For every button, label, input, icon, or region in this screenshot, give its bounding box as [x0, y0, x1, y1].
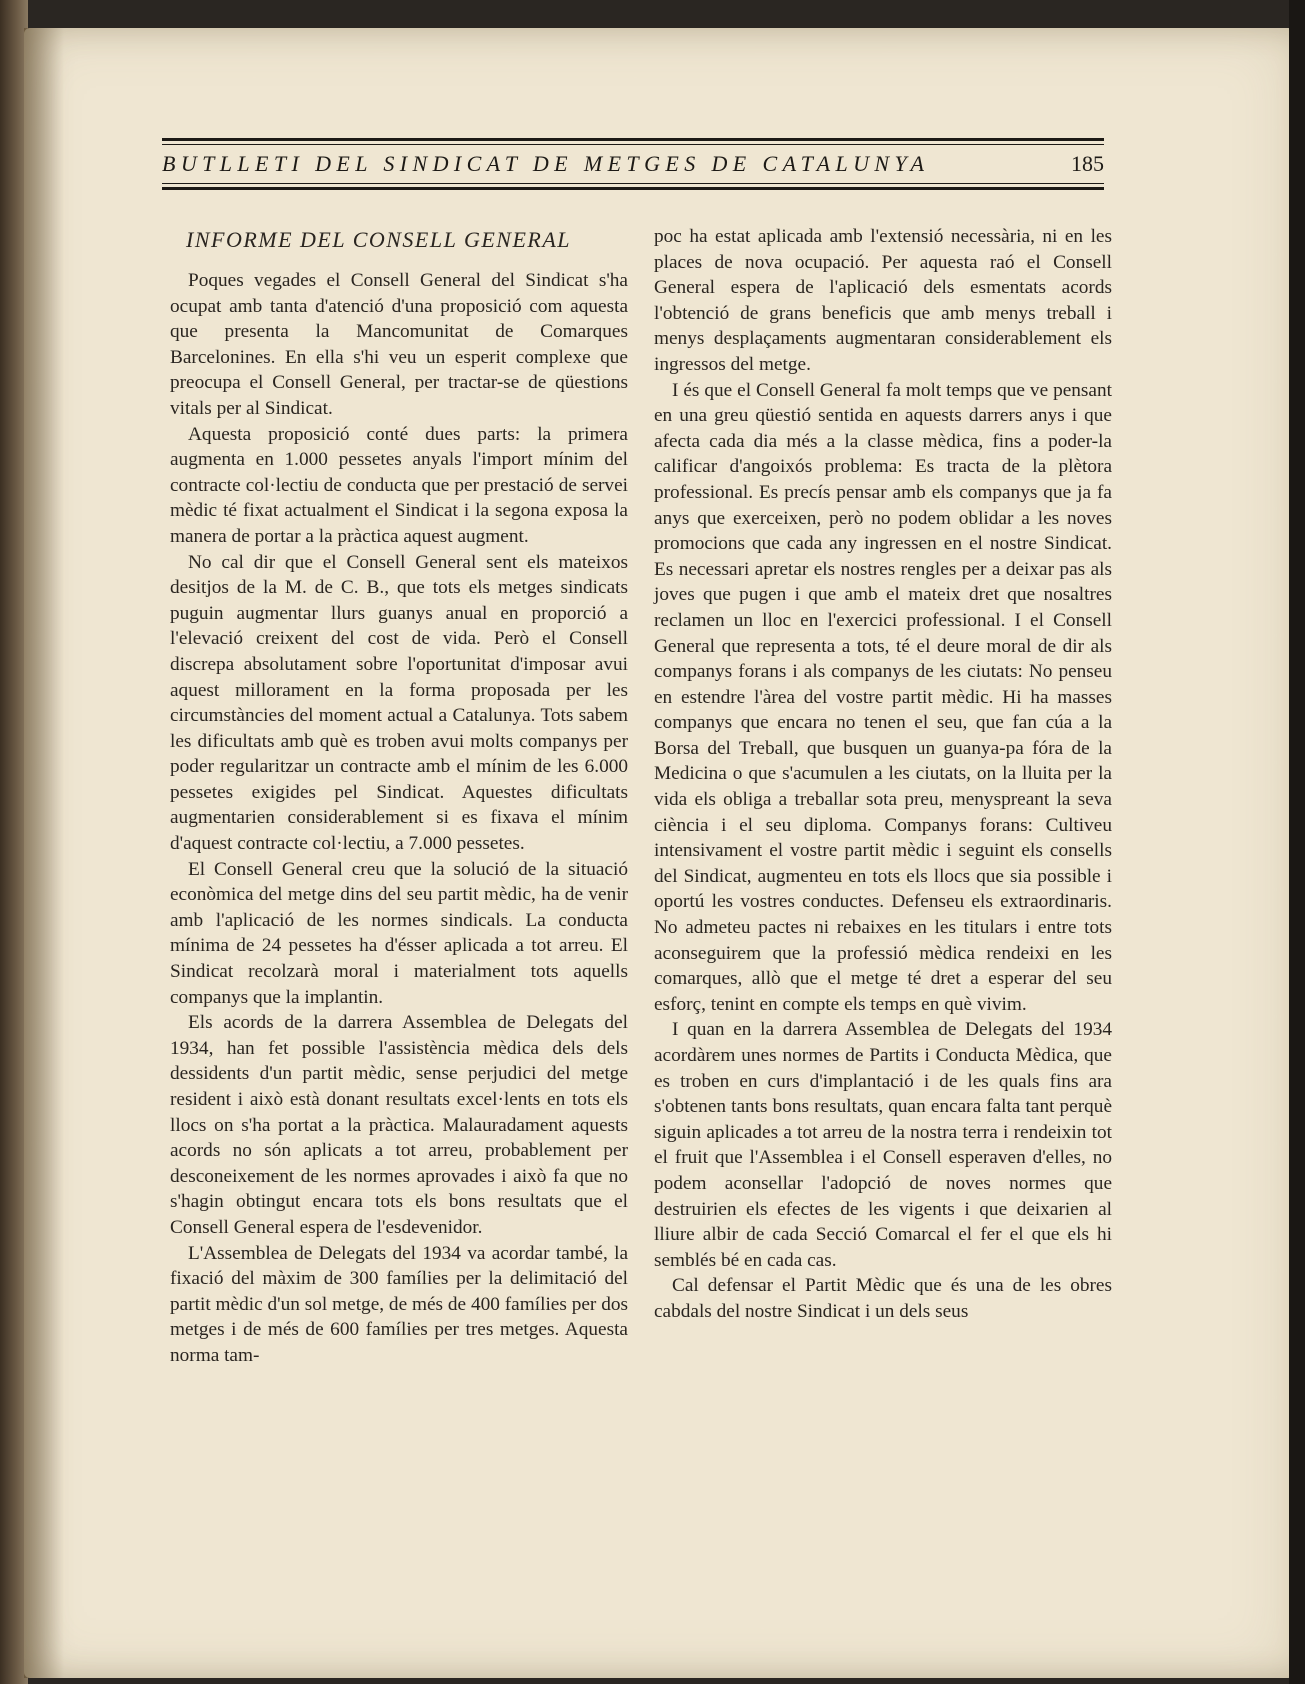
paragraph: Cal defensar el Partit Mèdic que és una de les obres cabdals del nostre Sindicat i un dels seus [654, 1275, 1112, 1322]
paragraph: I quan en la darrera Assemblea de Delegats del 1934 acordàrem unes normes de Partits i Conducta Mèdica, que es troben en curs d'implantació i de les quals fins ara s'obtenen tants bons resultats, quan encara falta tant perquè siguin aplicades a tot arreu de la nostra terra i rendeixin tot el fruit que l'Assemblea i el Consell esperaven d'elles, no podem aconsellar l'adopció de noves normes que destruirien els efectes de les vigents i que deixarien al lliure albir de cada Secció Comarcal el fer el que els hi semblés bé en cada cas. [654, 1019, 1112, 1271]
paragraph: Aquesta proposició conté dues parts: la primera augmenta en 1.000 pessetes anyals l'import mínim del contracte col·lectiu de conducta que per prestació de servei mèdic té fixat actualment el Sindicat i la segona exposa la manera de portar a la pràctica aquest augment. [170, 423, 628, 547]
left-column [170, 224, 628, 1369]
paragraph: No cal dir que el Consell General sent els mateixos desitjos de la M. de C. B., que tots els metges sindicats puguin augmentar llurs guanys anual en proporció a l'elevació creixent del cost de vida. Però el Consell discrepa absolutament sobre l'oportunitat d'imposar avui aquest millorament en la forma proposada per les circumstàncies del moment actual a Catalunya. Tots sabem les dificultats amb què es troben avui molts companys per poder regularitzar un contracte amb el mínim de les 6.000 pessetes exigides pel Sindicat. Aquestes dificultats augmentarien considerablement si es fixava el mínim d'aquest contracte col·lectiu, a 7.000 pessetes. [170, 551, 628, 855]
paragraph: L'Assemblea de Delegats del 1934 va acordar també, la fixació del màxim de 300 famílies per la delimitació del partit mèdic d'un sol metge, de més de 400 famílies per dos metges i de més de 600 famílies per tres metges. Aquesta norma tam- [170, 1242, 628, 1366]
paragraph: Els acords de la darrera Assemblea de Delegats del 1934, han fet possible l'assistència mèdica dels dels dessidents d'un partit mèdic, sense perjudici del metge resident i això està donant resultats excel·lents en tots els llocs on s'ha portat a la pràctica. Malauradament aquests acords no són aplicats a tot arreu, probablement per desconeixement de les normes aprovades i això fa que no s'hagin obtingut encara tots els bons resultats que el Consell General espera de l'esdevenidor. [170, 1012, 628, 1238]
header-rule-bottom [162, 187, 1104, 190]
running-header [162, 138, 1104, 194]
header-rule-top-thin [162, 144, 1104, 145]
paragraph-continuation: poc ha estat aplicada amb l'extensió necessària, ni en les places de nova ocupació. Per aquesta raó el Consell General espera de l'aplicació dels esmentats acords l'obtenció de grans beneficis que amb menys treball i menys desplaçaments augmentaran considerablement els ingressos del metge. [654, 226, 1112, 375]
scan-border [1289, 0, 1305, 1684]
paragraph: Poques vegades el Consell General del Sindicat s'ha ocupat amb tanta d'atenció d'una proposició com aquesta que presenta la Mancomunitat de Comarques Barcelonines. En ella s'hi veu un esperit complexe que preocupa el Consell General, per tractar-se de qüestions vitals per al Sindicat. [170, 270, 628, 419]
header-rule-top [162, 138, 1104, 141]
right-column [654, 224, 1112, 1325]
paragraph: El Consell General creu que la solució de la situació econòmica del metge dins del seu partit mèdic, ha de venir amb l'aplicació de les normes sindicals. La conducta mínima de 24 pessetes ha d'ésser aplicada a tot arreu. El Sindicat recolzarà moral i materialment tots aquells companys que la implantin. [170, 858, 628, 1008]
binding-shadow [24, 28, 64, 1678]
page-number: 185 [1071, 151, 1104, 176]
running-title: BUTLLETI DEL SINDICAT DE METGES DE CATALUNYA [162, 151, 930, 176]
header-rule-bottom-thin [162, 183, 1104, 184]
paragraph: I és que el Consell General fa molt temps que ve pensant en una greu qüestió sentida en aquests darrers anys i que afecta cada dia més a la classe mèdica, fins a poder-la calificar d'angoixós problema: Es tracta de la plètora professional. Es precís pensar amb els companys que ja fa anys que exerceixen, però no podem oblidar a les noves promocions que cada any ingressen en el nostre Sindicat. Es necessari apretar els nostres rengles per a deixar pas als joves que pugen i que amb el mateix dret que nosaltres reclamen un lloc en l'exercici professional. I el Consell General que representa a tots, té el deure moral de dir als companys forans i als companys de les ciutats: No penseu en estendre l'àrea del vostre partit mèdic. Hi ha masses companys que encara no tenen el seu, que fan cúa a la Borsa del Treball, que busquen un guanya-pa fóra de la Medicina o que s'acumulen a les ciutats, on la lluita per la vida els obliga a treballar sota preu, menyspreant la seva ciència i el seu diploma. Companys forans: Cultiveu intensivament el vostre partit mèdic i seguint els consells del Sindicat, augmenteu en tots els llocs que sia possible i oportú les vostres conductes. Defenseu els extraordinaris. No admeteu pactes ni rebaixes en les titulars i entre tots aconseguirem que la professió mèdica rendeixi en les comarques, allò que el metge té dret a esperar del seu esforç, tenint en compte els temps en què vivim. [654, 379, 1112, 1015]
article-title: INFORME DEL CONSELL GENERAL [186, 227, 571, 252]
